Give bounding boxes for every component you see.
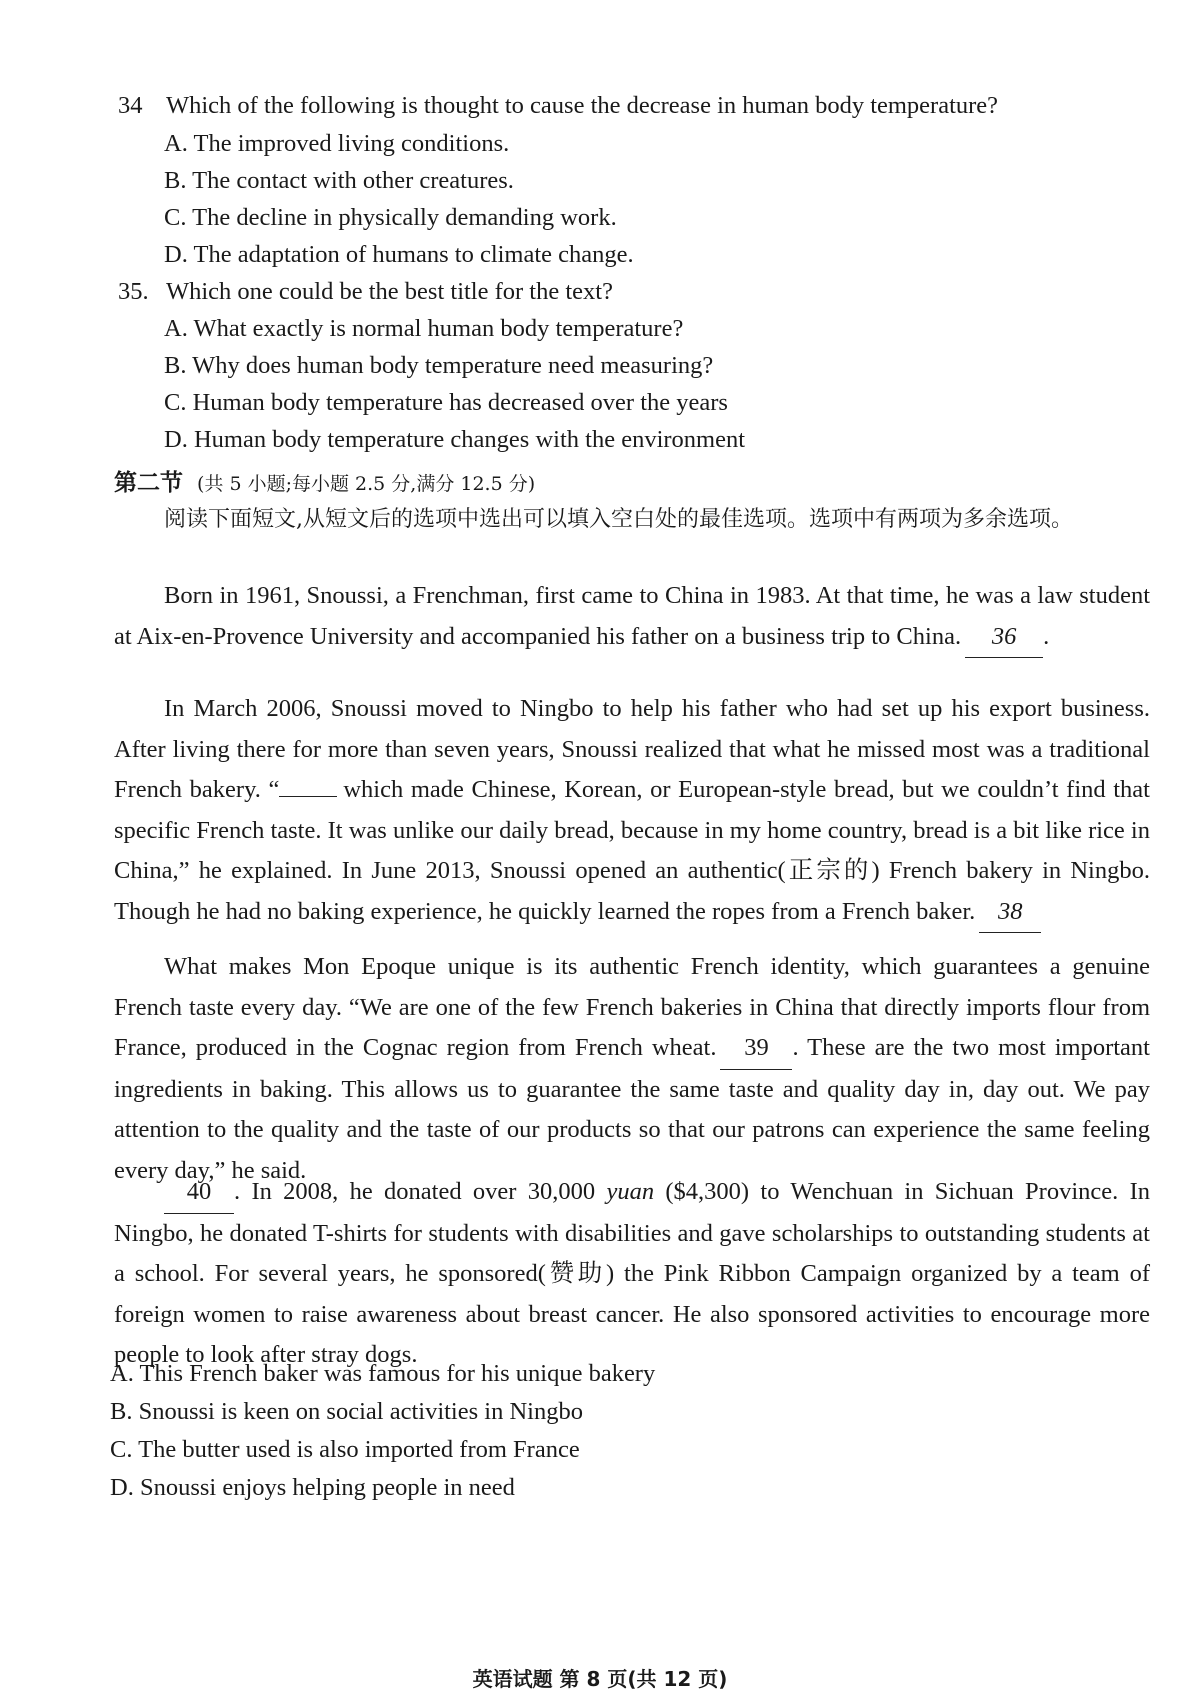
paragraph-text: . These are the two most important ingredients in baking. This allows us to guarantee the same taste and quality day in, day out. We pay attention to the quality and the taste of our products so that our patrons can experience the same feeling every day,” he said. — [114, 1034, 1150, 1184]
q35-option-c: C. Human body temperature has decreased over the years — [164, 389, 728, 416]
answer-blank-36: 36 — [965, 617, 1043, 659]
paragraph-text: ($4,300) to Wenchuan in Sichuan Province. In Ningbo, he donated T-shirts for students with disabilities and gave scholarships to outstanding students at a school. For several years, he sponsored(赞助) the Pink Ribbon Campaign organized by a team of foreign women to raise awareness about breast cancer. He also sponsored activities to encourage more people to look after stray dogs. — [114, 1178, 1150, 1368]
paragraph-text: What makes Mon Epoque unique is its authentic French identity, which guarantees a genuine French taste every day. “We are one of the few French bakeries in China that directly imports flour from France, produced in the Cognac region from French wheat. — [114, 953, 1150, 1061]
choice-d: D. Snoussi enjoys helping people in need — [110, 1474, 515, 1501]
section-title: 第二节 — [114, 470, 183, 496]
page-footer: 英语试题 第 8 页(共 12 页) — [472, 1667, 728, 1691]
question-34 — [118, 92, 998, 120]
section-header — [114, 464, 535, 497]
question-number: 35. — [118, 278, 149, 305]
answer-blank-38: 38 — [979, 892, 1041, 934]
paragraph-text: . In 2008, he donated over 30,000 — [234, 1178, 607, 1205]
passage-paragraph-4 — [114, 1172, 1150, 1376]
question-stem: Which one could be the best title for the text? — [166, 278, 613, 305]
choice-c: C. The butter used is also imported from France — [110, 1436, 580, 1463]
q34-option-c: C. The decline in physically demanding work. — [164, 204, 617, 231]
italic-word: yuan — [606, 1178, 655, 1205]
question-stem: Which of the following is thought to cause the decrease in human body temperature? — [166, 92, 999, 119]
paragraph-text: Born in 1961, Snoussi, a Frenchman, first came to China in 1983. At that time, he was a law student at Aix-en-Provence University and accompanied his father on a business trip to China. — [114, 582, 1150, 650]
q35-option-d: D. Human body temperature changes with the environment — [164, 426, 746, 453]
answer-blank-40: 40 — [164, 1172, 234, 1214]
passage-paragraph-2 — [114, 689, 1150, 933]
choice-b: B. Snoussi is keen on social activities in Ningbo — [110, 1398, 583, 1425]
section-note: (共 5 小题;每小题 2.5 分,满分 12.5 分) — [197, 473, 536, 495]
q34-option-a: A. The improved living conditions. — [164, 130, 510, 157]
paragraph-text: In March 2006, Snoussi moved to Ningbo to help his father who had set up his export business. After living there for more than seven years, Snoussi realized that what he missed most was a traditional French bakery. “ — [114, 695, 1150, 803]
answer-blank-37 — [279, 796, 337, 797]
passage-paragraph-1: Born in 1961, Snoussi, a Frenchman, first came to China in 1983. At that time, he was a law student at Aix-en-Provence University and accompanied his father on a business trip to China. 36 . — [114, 576, 1150, 658]
paragraph-text: which made Chinese, Korean, or European-style bread, but we couldn’t find that specific French taste. It was unlike our daily bread, because in my home country, bread is a bit like rice in China,” he explained. In June 2013, Snoussi opened an authentic(正宗的) French bakery in Ningbo. Though he had no baking experience, he quickly learned the ropes from a French baker. — [114, 776, 1150, 925]
q34-option-d: D. The adaptation of humans to climate change. — [164, 241, 634, 268]
question-35 — [118, 278, 613, 306]
section-instruction: 阅读下面短文,从短文后的选项中选出可以填入空白处的最佳选项。选项中有两项为多余选项。 — [164, 507, 1073, 532]
q35-option-b: B. Why does human body temperature need measuring? — [164, 352, 714, 379]
choice-a: A. This French baker was famous for his unique bakery — [110, 1360, 656, 1387]
q34-option-b: B. The contact with other creatures. — [164, 167, 514, 194]
q35-option-a: A. What exactly is normal human body temperature? — [164, 315, 684, 342]
question-number: 34 — [118, 92, 143, 119]
passage-paragraph-3 — [114, 947, 1150, 1191]
answer-blank-39: 39 — [720, 1028, 792, 1070]
